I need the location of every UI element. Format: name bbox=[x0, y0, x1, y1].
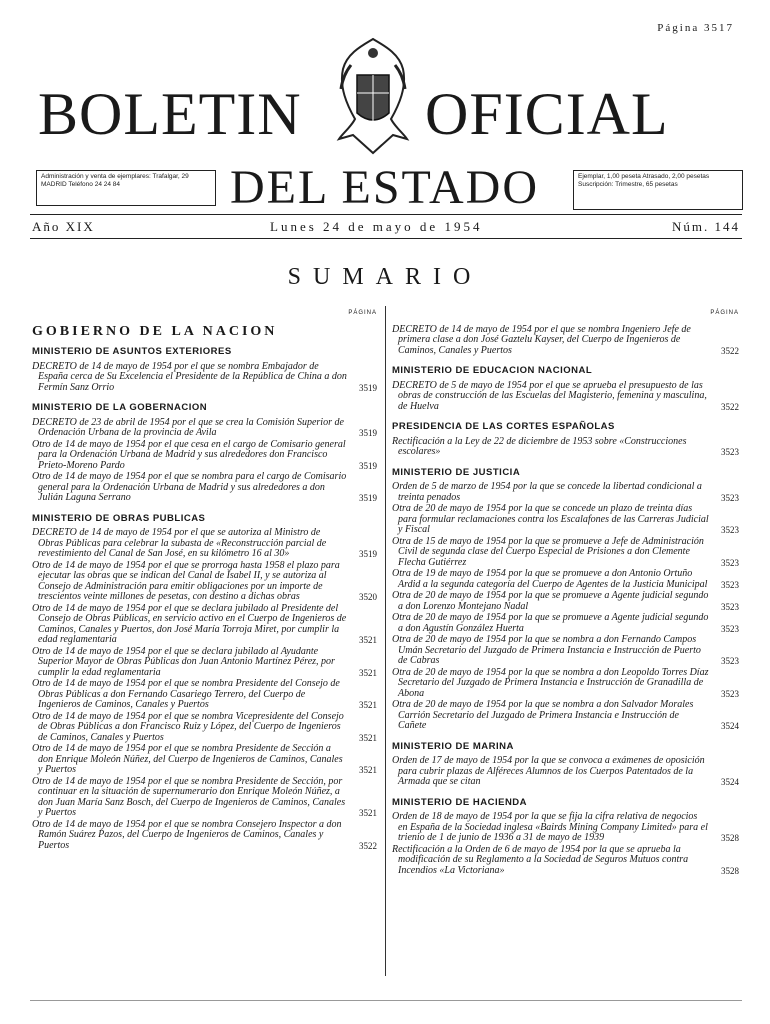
entry-page: 3521 bbox=[359, 808, 377, 818]
entry-text: DECRETO de 14 de mayo de 1954 por el que se autoriza al Ministro de Obras Públicas para celebrar la subasta de «Reconstrucción parcial de revestimiento del Canal de San José, en su kilómetro 16 al 30» bbox=[32, 527, 327, 559]
page-number: Página 3517 bbox=[657, 22, 734, 34]
ministry-heading: MINISTERIO DE LA GOBERNACION bbox=[32, 402, 208, 413]
entry-page: 3519 bbox=[359, 549, 377, 559]
entry-page: 3519 bbox=[359, 382, 377, 393]
right-column bbox=[392, 308, 739, 877]
entry-page: 3521 bbox=[359, 765, 377, 775]
entry-text: Otro de 14 de mayo de 1954 por el que se declara jubilado al Presidente del Consejo de Obras Públicas, en servicio activo en el Cuerpo de Ingenieros de Caminos, Canales y Puertos, don José María Torroja Miret, por cumplir la edad reglamentaria bbox=[32, 602, 347, 645]
entry-page: 3521 bbox=[359, 667, 377, 678]
summary-entry bbox=[392, 756, 739, 788]
entry-text: Rectificación a la Ley de 22 de diciembre de 1953 sobre «Construcciones escolares» bbox=[392, 435, 687, 457]
entry-text: Otra de 20 de mayo de 1954 por la que se promueve a Agente judicial segundo a don Agustín González Huerta bbox=[392, 612, 709, 634]
entry-text: Otro de 14 de mayo de 1954 por el que se nombra Presidente de Sección a don Enrique Moleón Núñez, del Cuerpo de Ingenieros de Caminos, Canales y Puertos bbox=[32, 743, 343, 775]
entry-page: 3523 bbox=[721, 688, 739, 699]
summary-entry bbox=[32, 561, 377, 603]
entry-text: DECRETO de 5 de mayo de 1954 por el que se aprueba el presupuesto de las obras de construcción de las Escuelas del Magisterio, femenina y masculina, de Huelva bbox=[392, 379, 707, 412]
top-rule bbox=[30, 214, 742, 215]
summary-entry bbox=[32, 744, 377, 776]
summary-entry bbox=[32, 528, 377, 560]
entry-text: Rectificación a la Orden de 6 de mayo de 1954 por la que se aprueba la modificación de su Reglamento a la Sociedad de Seguros Mutuos contra Incendios «La Victoriana» bbox=[392, 843, 689, 876]
ministry-heading: MINISTERIO DE EDUCACION NACIONAL bbox=[392, 365, 593, 376]
entry-text: Orden de 18 de mayo de 1954 por la que se fija la cifra relativa de negocios en España de la Sociedad inglesa «Bairds Mining Company Limited» para el trienio de 1 de junio de 1936 a 31 de mayo de 1939 bbox=[392, 811, 708, 843]
entry-page: 3528 bbox=[721, 833, 739, 843]
summary-entry bbox=[32, 820, 377, 852]
entry-page: 3524 bbox=[721, 777, 739, 787]
summary-entry bbox=[32, 777, 377, 819]
ministry-heading: MINISTERIO DE JUSTICIA bbox=[392, 466, 521, 478]
dateline-rule bbox=[30, 238, 742, 239]
summary-entry bbox=[392, 812, 739, 844]
entry-text: Otra de 20 de mayo de 1954 por la que se promueve a Agente judicial segundo a don Lorenzo Montejano Nadal bbox=[392, 590, 709, 612]
bottom-rule bbox=[30, 1000, 742, 1001]
entry-text: Otro de 14 de mayo de 1954 por el que se nombra Presidente del Consejo de Obras Públicas a don Fernando Casariego Terrero, del Cuerpo de Ingenieros de Caminos, Canales y Puertos bbox=[32, 678, 340, 710]
entry-page: 3523 bbox=[721, 557, 739, 568]
ministry-heading: MINISTERIO DE HACIENDA bbox=[392, 796, 528, 808]
entry-page: 3522 bbox=[721, 401, 739, 412]
summary-entry bbox=[392, 504, 739, 536]
year-label: Año XIX bbox=[32, 219, 95, 234]
entry-text: Otra de 19 de mayo de 1954 por la que se promueve a don Antonio Ortuño Ardid a la segunda categoría del Cuerpo de Agentes de la Justicia Municipal bbox=[392, 568, 708, 590]
entry-text: Orden de 17 de mayo de 1954 por la que se convoca a exámenes de oposición para cubrir plazas de Alféreces Alumnos de los Cuerpos Patentados de la Armada que se citan bbox=[392, 755, 705, 787]
entry-text: Otra de 15 de mayo de 1954 por la que se promueve a Jefe de Administración Civil de segunda clase del Cuerpo Especial de Prisiones a don Clemente Flecha Gutiérrez bbox=[392, 535, 704, 568]
summary-entry bbox=[392, 668, 739, 700]
masthead-title-right: OFICIAL bbox=[425, 81, 669, 147]
entry-text: DECRETO de 14 de mayo de 1954 por el que se nombra Ingeniero Jefe de primera clase a don José Gaztelu Kayser, del Cuerpo de Ingenieros de Caminos, Canales y Puertos bbox=[392, 323, 691, 356]
entry-page: 3523 bbox=[721, 447, 739, 457]
entry-text: Otra de 20 de mayo de 1954 por la que se nombra a don Salvador Morales Carrión Secretario del Juzgado de Primera Instancia e Instrucción de Cañete bbox=[392, 699, 694, 731]
masthead-title-left: BOLETIN bbox=[38, 81, 302, 147]
ministry-heading: MINISTERIO DE OBRAS PUBLICAS bbox=[32, 512, 206, 524]
summary-entry bbox=[32, 712, 377, 744]
ministry-heading: MINISTERIO DE ASUNTOS EXTERIORES bbox=[32, 346, 232, 357]
summary-entry bbox=[392, 537, 739, 569]
entry-page: 3524 bbox=[721, 721, 739, 731]
summary-entry bbox=[392, 845, 739, 877]
summary-entry bbox=[392, 482, 739, 503]
masthead-subtitle: DEL ESTADO bbox=[230, 161, 540, 214]
summary-entry bbox=[392, 437, 739, 458]
entry-page: 3523 bbox=[721, 601, 739, 612]
entry-text: Otro de 14 de mayo de 1954 por el que se nombra Consejero Inspector a don Ramón Suárez Pazos, del Cuerpo de Ingenieros de Caminos, Canales y Puertos bbox=[32, 818, 342, 851]
entry-page: 3521 bbox=[359, 635, 377, 645]
entry-text: Otro de 14 de mayo de 1954 por el que se prorroga hasta 1958 el plazo para ejecutar las obras que se indican del Canal de Isabel II, y se autoriza al Consejo de Administración para emitir obligaciones por un importe de trescientos veinte millones de pesetas, con destino a dichas obras bbox=[32, 559, 340, 602]
entry-text: Otra de 20 de mayo de 1954 por la que se nombra a don Leopoldo Torres Díaz Secretario del Juzgado de Primera Instancia e Instrucción de Granadilla de Abona bbox=[392, 666, 709, 699]
entry-page: 3521 bbox=[359, 732, 377, 743]
summary-entry bbox=[32, 418, 377, 439]
issue-number: Núm. 144 bbox=[672, 219, 740, 234]
summary-entry bbox=[392, 569, 739, 590]
administration-box: Administración y venta de ejemplares: Trafalgar, 29 MADRID Teléfono 24 24 84 bbox=[36, 170, 216, 206]
entry-page: 3522 bbox=[721, 345, 739, 356]
entry-page: 3523 bbox=[721, 492, 739, 503]
entry-text: Otro de 14 de mayo de 1954 por el que se nombra Presidente de Sección, por continuar en la situación de supernumerario don Enrique Moleón Núñez, a don Juan María Sanz Bosch, del Cuerpo de Ingenieros de Caminos, Canales y Puertos bbox=[32, 775, 346, 818]
ministry-heading: PRESIDENCIA DE LAS CORTES ESPAÑOLAS bbox=[392, 421, 615, 432]
summary-entry bbox=[392, 381, 739, 413]
entry-text: Otro de 14 de mayo de 1954 por el que se nombra Vicepresidente del Consejo de Obras Públicas a don Francisco Ruiz y López, del Cuerpo de Ingenieros de Caminos, Canales y Puertos bbox=[32, 710, 344, 743]
pagina-label: PÁGINA bbox=[348, 310, 377, 316]
summary-entry bbox=[392, 325, 739, 357]
entry-text: DECRETO de 14 de mayo de 1954 por el que se nombra Embajador de España cerca de Su Excelencia el Presidente de la República de China a don Fermín Sanz Orrio bbox=[32, 360, 347, 393]
summary-entry bbox=[392, 635, 739, 667]
entry-page: 3519 bbox=[359, 428, 377, 438]
summary-entry bbox=[392, 591, 739, 612]
summary-entry bbox=[32, 362, 377, 394]
coat-of-arms-icon bbox=[333, 35, 413, 160]
entry-text: Otro de 14 de mayo de 1954 por el que cesa en el cargo de Comisario general para la Ordenación Urbana de Madrid y sus alrededores don Francisco Prieto-Moreno Pardo bbox=[32, 438, 346, 471]
entry-page: 3528 bbox=[721, 865, 739, 876]
entry-page: 3521 bbox=[359, 700, 377, 710]
entry-text: Otro de 14 de mayo de 1954 por el que se declara jubilado al Ayudante Superior Mayor de Obras Públicas don Juan Antonio Martínez Pérez, por cumplir la edad reglamentaria bbox=[32, 645, 335, 678]
masthead bbox=[0, 0, 770, 220]
entry-page: 3522 bbox=[359, 840, 377, 851]
summary-entry bbox=[32, 604, 377, 646]
entry-page: 3523 bbox=[721, 656, 739, 666]
summary-entry bbox=[392, 700, 739, 732]
entry-text: DECRETO de 23 de abril de 1954 por el que se crea la Comisión Superior de Ordenación Urbana de la provincia de Avila bbox=[32, 416, 344, 438]
entry-text: Otra de 20 de mayo de 1954 por la que se concede un plazo de treinta días para formular reclamaciones contra los Escalafones de las Carreras Judicial y Fiscal bbox=[392, 503, 709, 535]
summary-entry bbox=[32, 440, 377, 472]
entry-page: 3520 bbox=[359, 592, 377, 602]
ministry-heading: MINISTERIO DE MARINA bbox=[392, 740, 514, 752]
summary-entry bbox=[32, 472, 377, 504]
entry-page: 3519 bbox=[359, 493, 377, 503]
sumario-heading: SUMARIO bbox=[287, 264, 483, 290]
entry-page: 3523 bbox=[721, 525, 739, 535]
entry-text: Otro de 14 de mayo de 1954 por el que se nombra para el cargo de Comisario general para la Ordenación Urbana de Madrid y sus alrededores a don Julián Laguna Serrano bbox=[32, 471, 347, 503]
entry-page: 3519 bbox=[359, 460, 377, 471]
summary-entry bbox=[392, 613, 739, 634]
column-divider bbox=[385, 306, 386, 976]
price-box: Ejemplar, 1,00 peseta Atrasado, 2,00 pesetas Suscripción: Trimestre, 65 pesetas bbox=[573, 170, 743, 210]
entry-page: 3523 bbox=[721, 579, 739, 590]
date-label: Lunes 24 de mayo de 1954 bbox=[270, 219, 483, 234]
pagina-label: PÁGINA bbox=[710, 310, 739, 316]
entry-text: Otra de 20 de mayo de 1954 por la que se nombra a don Fernando Campos Umán Secretario del Juzgado de Primera Instancia e Instrucción de Puerto de Cabras bbox=[392, 634, 701, 666]
entry-page: 3523 bbox=[721, 623, 739, 634]
entry-text: Orden de 5 de marzo de 1954 por la que se concede la libertad condicional a treinta penados bbox=[392, 481, 702, 503]
summary-entry bbox=[32, 679, 377, 711]
left-column bbox=[32, 308, 377, 852]
gobierno-heading: GOBIERNO DE LA NACION bbox=[32, 323, 278, 339]
summary-entry bbox=[32, 647, 377, 679]
